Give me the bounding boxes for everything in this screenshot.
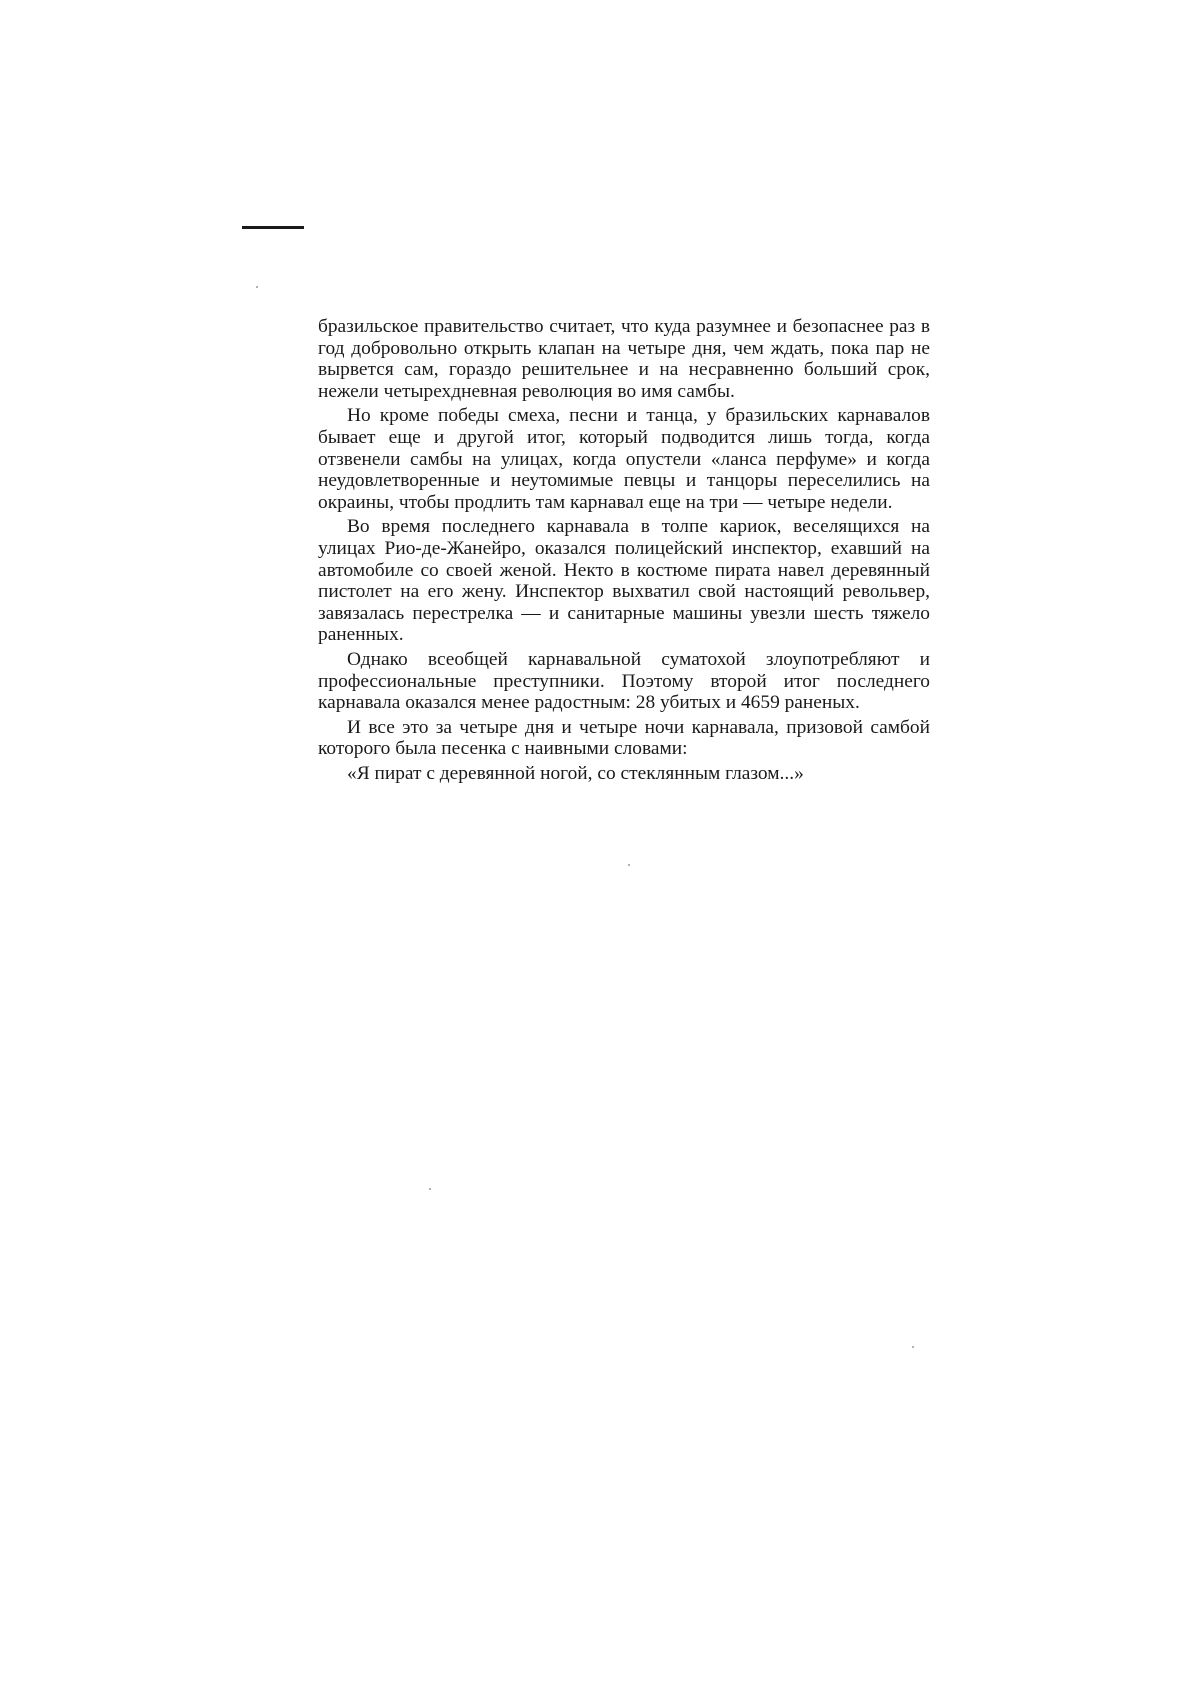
page-text — [318, 316, 930, 787]
closing-quote: «Я пират с деревянной ногой, со стеклянным глазом...» — [347, 762, 804, 784]
paragraph-3: Во время последнего карнавала в толпе кариок, веселящихся на улицах Рио-де-Жанейро, оказался полицейский инспектор, ехавший на автомобиле со своей женой. Некто в костюме пирата навел деревянный пистолет на его жену. Инспектор выхватил свой настоящий револьвер, завязалась перестрелка — и санитарные машины увезли шесть тяжело раненных. — [318, 516, 930, 646]
scan-speck — [628, 864, 630, 866]
paragraph-1: бразильское правительство считает, что куда разумнее и безопаснее раз в год добровольно открыть клапан на четыре дня, чем ждать, пока пар не вырвется сам, гораздо решительнее и на несравненно больший срок, нежели четырехдневная революция во имя самбы. — [318, 316, 930, 402]
paragraph-5: И все это за четыре дня и четыре ночи карнавала, призовой самбой которого была песенка с наивными словами: — [318, 716, 930, 760]
paragraph-4: Однако всеобщей карнавальной суматохой злоупотребляют и профессиональные преступники. Поэтому второй итог последнего карнавала оказался менее радостным: 28 убитых и 4659 раненых. — [318, 648, 930, 714]
horizontal-rule-mark — [242, 226, 304, 229]
paragraph-2: Но кроме победы смеха, песни и танца, у бразильских карнавалов бывает еще и другой итог, который подводится лишь тогда, когда отзвенели самбы на улицах, когда опустели «ланса перфуме» и когда неудовлетворенные и неутомимые певцы и танцоры переселились на окраины, чтобы продлить там карнавал еще на три — четыре недели. — [318, 405, 930, 513]
scan-speck — [912, 1346, 914, 1348]
scan-speck — [429, 1188, 431, 1190]
scan-speck — [256, 286, 258, 288]
